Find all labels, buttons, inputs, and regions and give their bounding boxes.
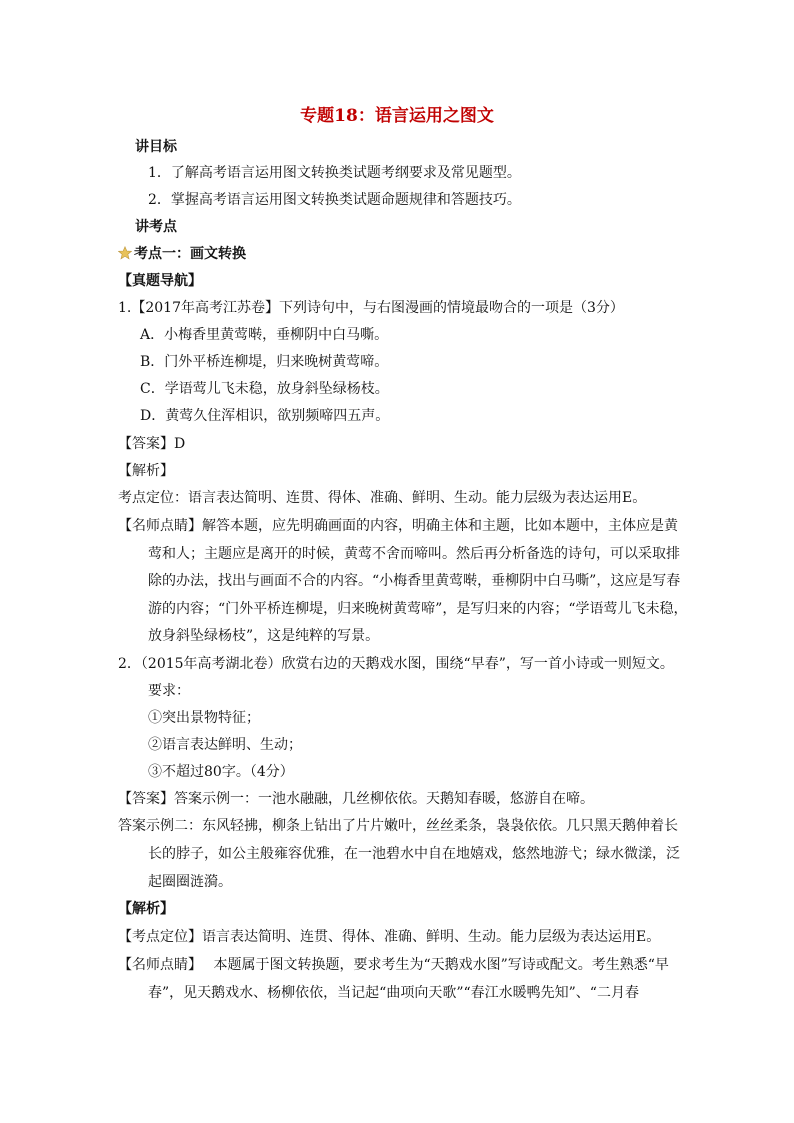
q2-answer-1: 【答案】答案示例一：一池水融融，几丝柳依依。天鹅知春暖，悠游自在啼。 [118,791,594,807]
zhenti-heading: 【真题导航】 [118,273,202,289]
q1-mingshi-line-1: 【名师点睛】解答本题，应先明确画面的内容，明确主体和主题，比如本题中，主体应是黄 [118,518,678,534]
q1-kaodian: 考点定位：语言表达简明、连贯、得体、准确、鲜明、生动。能力层级为表达运用E。 [118,490,647,506]
q1-mingshi-line-2: 莺和人；主题应是离开的时候，黄莺不舍而啼叫。然后再分析备选的诗句，可以采取排 [148,546,680,562]
q2-kaodian: 【考点定位】语言表达简明、连贯、得体、准确、鲜明、生动。能力层级为表达运用E。 [118,929,661,945]
q2-mingshi-line-1: 【名师点睛】 本题属于图文转换题，要求考生为“天鹅戏水图”写诗或配文。考生熟悉“早 [118,957,669,973]
q2-requirement-2: ②语言表达鲜明、生动； [148,737,302,753]
q2-requirement-1: ①突出景物特征； [148,710,260,726]
q1-analysis-heading: 【解析】 [118,463,174,479]
star-icon [118,246,132,260]
q1-option-b: B．门外平桥连柳堤，归来晚树黄莺啼。 [140,354,389,370]
q2-requirement-3: ③不超过80字。（4分） [148,764,294,780]
q1-mingshi-line-5: 放身斜坠绿杨枝”，这是纯粹的写景。 [148,628,380,644]
q2-answer-2-line-2: 长的脖子，如公主般雍容优雅，在一池碧水中自在地嬉戏，悠然地游弋；绿水微漾，泛 [148,846,680,862]
q1-option-d: D．黄莺久住浑相识，欲别频啼四五声。 [140,408,390,424]
point-heading-1 [118,244,246,264]
q2-answer-2-line-1: 答案示例二：东风轻拂，柳条上钻出了片片嫩叶，丝丝柔条，袅袅依依。几只黑天鹅伸着长 [118,818,678,834]
page-title: 专题18：语言运用之图文 [300,106,494,126]
q1-option-a: A．小梅香里黄莺啭，垂柳阴中白马嘶。 [140,327,389,343]
q1-mingshi-line-4: 游的内容；“门外平桥连柳堤，归来晚树黄莺啼”，是写归来的内容；“学语莺儿飞未稳， [148,601,688,617]
q2-requirements-label: 要求： [148,683,190,699]
section-heading-goals: 讲目标 [135,139,177,155]
q1-mingshi-line-3: 除的办法，找出与画面不合的内容。“小梅香里黄莺啭，垂柳阴中白马嘶”，这应是写春 [148,573,681,589]
q2-answer-2-line-3: 起圈圈涟漪。 [148,874,232,890]
q1-option-c: C．学语莺儿飞未稳，放身斜坠绿杨枝。 [140,381,389,397]
goal-item-1: 1．了解高考语言运用图文转换类试题考纲要求及常见题型。 [148,165,521,181]
q1-answer: 【答案】D [118,436,186,452]
q2-stem: 2．（2015年高考湖北卷）欣赏右边的天鹅戏水图，围绕“早春”，写一首小诗或一则短文。 [118,656,674,672]
q2-mingshi-line-2: 春”，见天鹅戏水、杨柳依依，当记起“曲项向天歌”“春江水暖鸭先知”、“二月春 [148,985,639,1001]
section-heading-points: 讲考点 [135,219,177,235]
q1-stem: 1.【2017年高考江苏卷】下列诗句中，与右图漫画的情境最吻合的一项是（3分） [118,300,624,316]
point-heading-1-label: 考点一：画文转换 [134,246,246,262]
q2-analysis-heading: 【解析】 [118,901,174,917]
goal-item-2: 2．掌握高考语言运用图文转换类试题命题规律和答题技巧。 [148,192,521,208]
